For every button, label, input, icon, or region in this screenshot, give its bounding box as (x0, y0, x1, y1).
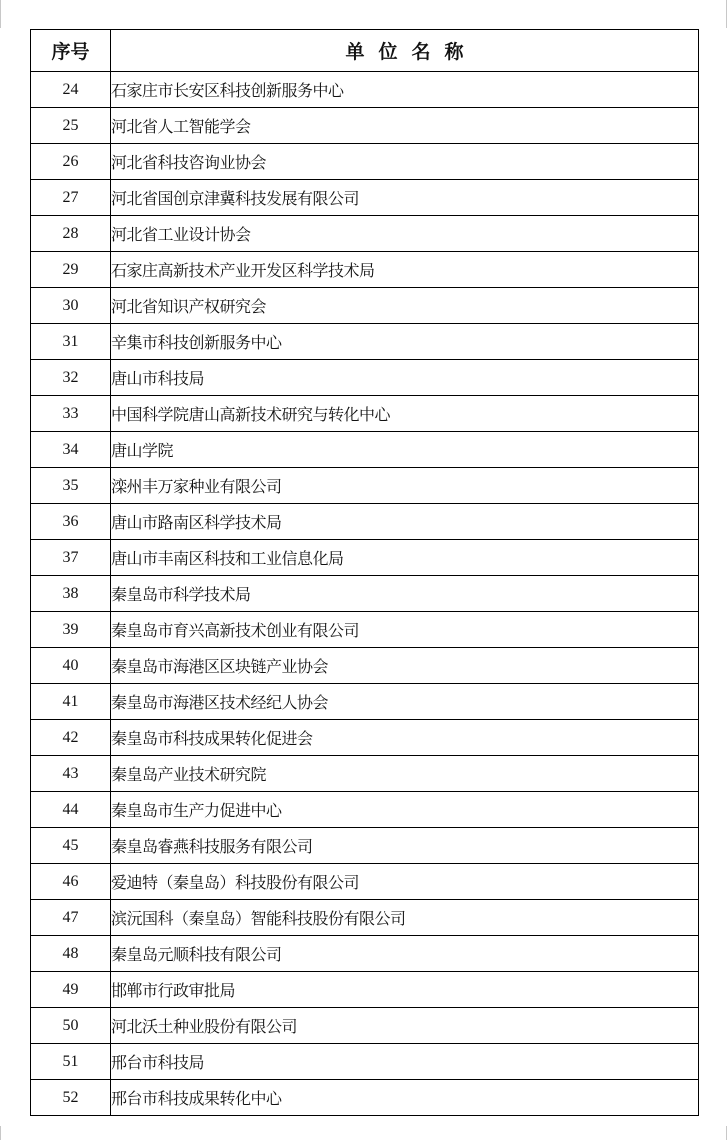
row-index-cell: 36 (31, 504, 111, 540)
table-row (31, 468, 699, 504)
organization-name-cell: 河北省国创京津冀科技发展有限公司 (111, 180, 699, 216)
row-index-cell: 29 (31, 252, 111, 288)
column-header-index-label: 序号 (51, 41, 90, 63)
table-body (31, 72, 699, 1116)
row-index-cell: 24 (31, 72, 111, 108)
row-index-cell: 39 (31, 612, 111, 648)
organization-name-cell: 辛集市科技创新服务中心 (111, 324, 699, 360)
organization-name-cell: 河北省科技咨询业协会 (111, 144, 699, 180)
organization-name-cell: 秦皇岛产业技术研究院 (111, 756, 699, 792)
organization-name-cell: 邢台市科技成果转化中心 (111, 1080, 699, 1116)
table-row (31, 684, 699, 720)
row-index-cell: 33 (31, 396, 111, 432)
row-index-cell: 27 (31, 180, 111, 216)
row-index-cell: 41 (31, 684, 111, 720)
table-row (31, 828, 699, 864)
organization-name-cell: 唐山市科技局 (111, 360, 699, 396)
column-header-name (111, 30, 699, 72)
row-index-cell: 49 (31, 972, 111, 1008)
row-index-cell: 38 (31, 576, 111, 612)
table-row (31, 252, 699, 288)
organization-name-cell: 秦皇岛市海港区技术经纪人协会 (111, 684, 699, 720)
page-corner-mark-top-left (0, 0, 1, 28)
organization-name-cell: 唐山学院 (111, 432, 699, 468)
organization-name-cell: 秦皇岛市育兴高新技术创业有限公司 (111, 612, 699, 648)
column-header-index (31, 30, 111, 72)
organization-name-cell: 河北沃土种业股份有限公司 (111, 1008, 699, 1044)
organization-name-cell: 滨沅国科（秦皇岛）智能科技股份有限公司 (111, 900, 699, 936)
organization-name-cell: 唐山市路南区科学技术局 (111, 504, 699, 540)
organization-name-cell: 邯郸市行政审批局 (111, 972, 699, 1008)
table-row (31, 180, 699, 216)
table-row (31, 324, 699, 360)
row-index-cell: 44 (31, 792, 111, 828)
table-row (31, 216, 699, 252)
row-index-cell: 26 (31, 144, 111, 180)
organization-name-cell: 秦皇岛睿燕科技服务有限公司 (111, 828, 699, 864)
table-header-row (31, 30, 699, 72)
row-index-cell: 25 (31, 108, 111, 144)
table-row (31, 108, 699, 144)
organization-name-cell: 唐山市丰南区科技和工业信息化局 (111, 540, 699, 576)
organization-name-cell: 秦皇岛市科技成果转化促进会 (111, 720, 699, 756)
row-index-cell: 34 (31, 432, 111, 468)
table-row (31, 792, 699, 828)
table-row (31, 288, 699, 324)
organization-name-cell: 滦州丰万家种业有限公司 (111, 468, 699, 504)
row-index-cell: 46 (31, 864, 111, 900)
row-index-cell: 32 (31, 360, 111, 396)
table-row (31, 1080, 699, 1116)
table-row (31, 1008, 699, 1044)
row-index-cell: 28 (31, 216, 111, 252)
organization-name-cell: 河北省工业设计协会 (111, 216, 699, 252)
table-row (31, 972, 699, 1008)
table-row (31, 936, 699, 972)
organization-list-table (30, 29, 699, 1116)
organization-name-cell: 爱迪特（秦皇岛）科技股份有限公司 (111, 864, 699, 900)
table-row (31, 648, 699, 684)
organization-name-cell: 河北省人工智能学会 (111, 108, 699, 144)
row-index-cell: 31 (31, 324, 111, 360)
table-row (31, 360, 699, 396)
table-row (31, 612, 699, 648)
table-row (31, 1044, 699, 1080)
row-index-cell: 52 (31, 1080, 111, 1116)
organization-name-cell: 秦皇岛市科学技术局 (111, 576, 699, 612)
row-index-cell: 47 (31, 900, 111, 936)
table-row (31, 756, 699, 792)
organization-name-cell: 秦皇岛市生产力促进中心 (111, 792, 699, 828)
row-index-cell: 35 (31, 468, 111, 504)
row-index-cell: 37 (31, 540, 111, 576)
table-row (31, 396, 699, 432)
table-row (31, 720, 699, 756)
row-index-cell: 50 (31, 1008, 111, 1044)
table-row (31, 504, 699, 540)
table-row (31, 540, 699, 576)
row-index-cell: 51 (31, 1044, 111, 1080)
row-index-cell: 45 (31, 828, 111, 864)
table-row (31, 576, 699, 612)
organization-name-cell: 秦皇岛元顺科技有限公司 (111, 936, 699, 972)
organization-name-cell: 石家庄高新技术产业开发区科学技术局 (111, 252, 699, 288)
organization-name-cell: 秦皇岛市海港区区块链产业协会 (111, 648, 699, 684)
organization-name-cell: 中国科学院唐山高新技术研究与转化中心 (111, 396, 699, 432)
row-index-cell: 42 (31, 720, 111, 756)
organization-name-cell: 河北省知识产权研究会 (111, 288, 699, 324)
table-row (31, 432, 699, 468)
table-row (31, 144, 699, 180)
row-index-cell: 40 (31, 648, 111, 684)
table-row (31, 900, 699, 936)
table-row (31, 864, 699, 900)
column-header-name-label: 单位名称 (345, 41, 478, 63)
row-index-cell: 48 (31, 936, 111, 972)
organization-name-cell: 邢台市科技局 (111, 1044, 699, 1080)
page-corner-mark-bottom-left (0, 1126, 1, 1140)
row-index-cell: 30 (31, 288, 111, 324)
table-row (31, 72, 699, 108)
row-index-cell: 43 (31, 756, 111, 792)
organization-name-cell: 石家庄市长安区科技创新服务中心 (111, 72, 699, 108)
